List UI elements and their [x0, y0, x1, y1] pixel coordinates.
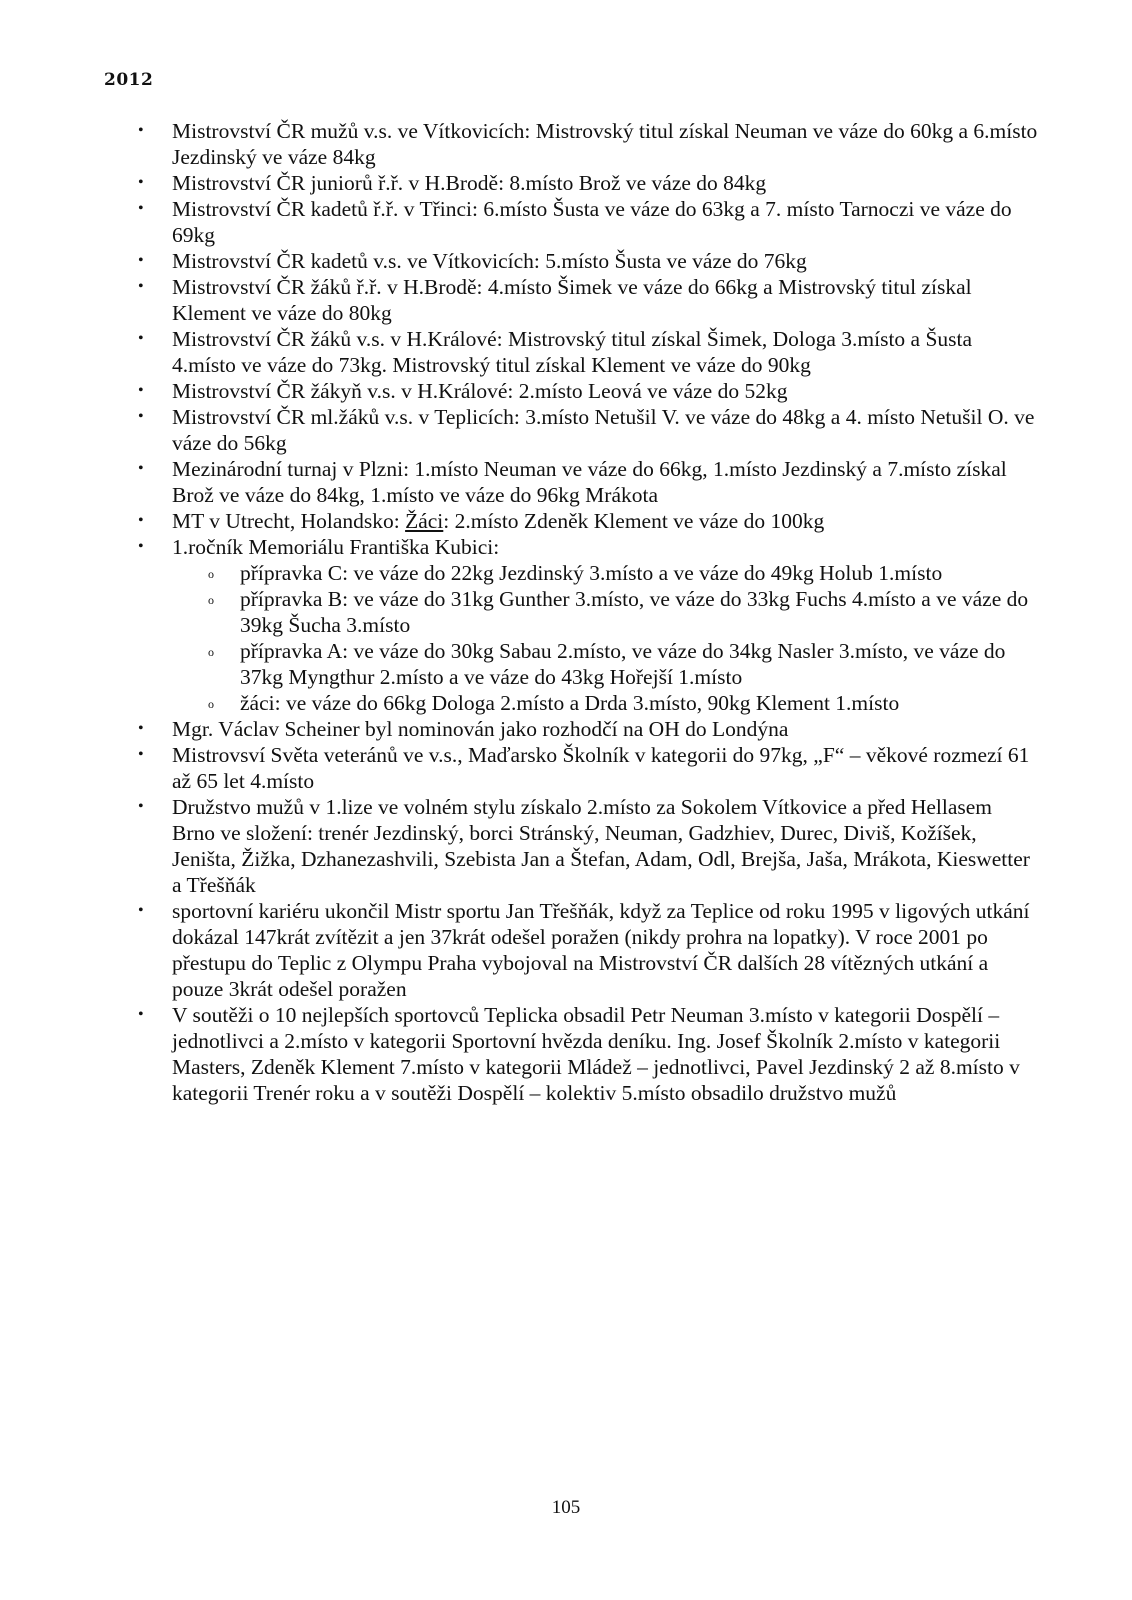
- list-item: [138, 248, 1038, 274]
- list-item: [138, 456, 1038, 508]
- bullet: •: [138, 122, 144, 139]
- sub-bullet: o: [208, 697, 214, 711]
- list-item: [138, 404, 1038, 456]
- item-text: Mistrovství ČR žáků v.s. v H.Králové: Mistrovský titul získal Šimek, Dologa 3.místo a Šusta 4.místo ve váze do 73kg. Mistrovský titul získal Klement ve váze do 90kg: [172, 327, 973, 377]
- list-item-mt-utrecht: [138, 508, 1038, 534]
- item-text: Mistrovsví Světa veteránů ve v.s., Maďarsko Školník v kategorii do 97kg, „F“ – věkové rozmezí 61 až 65 let 4.místo: [172, 743, 1030, 793]
- item-text: Mezinárodní turnaj v Plzni: 1.místo Neuman ve váze do 66kg, 1.místo Jezdinský a 7.místo získal Brož ve váze do 84kg, 1.místo ve váze do 96kg Mrákota: [172, 457, 1007, 507]
- item-text: Mistrovství ČR juniorů ř.ř. v H.Brodě: 8.místo Brož ve váze do 84kg: [172, 171, 767, 195]
- item-text: Mistrovství ČR kadetů ř.ř. v Třinci: 6.místo Šusta ve váze do 63kg a 7. místo Tarnoczi ve váze do 69kg: [172, 197, 1012, 247]
- list-item: [138, 274, 1038, 326]
- bullet: •: [138, 902, 144, 919]
- memorial-sublist: [172, 560, 1038, 716]
- bullet: •: [138, 330, 144, 347]
- sub-bullet: o: [208, 593, 214, 607]
- bullet: •: [138, 278, 144, 295]
- subitem-text: žáci: ve váze do 66kg Dologa 2.místo a Drda 3.místo, 90kg Klement 1.místo: [240, 691, 900, 715]
- subitem-text: přípravka C: ve váze do 22kg Jezdinský 3.místo a ve váze do 49kg Holub 1.místo: [240, 561, 943, 585]
- sub-bullet: o: [208, 567, 214, 581]
- list-item: [138, 742, 1038, 794]
- item-text: Mistrovství ČR žáků ř.ř. v H.Brodě: 4.místo Šimek ve váze do 66kg a Mistrovský titul získal Klement ve váze do 80kg: [172, 275, 972, 325]
- item-text: Mgr. Václav Scheiner byl nominován jako rozhodčí na OH do Londýna: [172, 717, 789, 741]
- bullet: •: [138, 174, 144, 191]
- sub-bullet: o: [208, 645, 214, 659]
- list-item: [138, 898, 1038, 1002]
- bullet: •: [138, 460, 144, 477]
- list-item: [138, 1002, 1038, 1106]
- list-item: [138, 716, 1038, 742]
- item-text-before: MT v Utrecht, Holandsko:: [172, 509, 406, 533]
- sublist-item: [172, 586, 1038, 638]
- sublist-item: [172, 690, 1038, 716]
- list-item: [138, 118, 1038, 170]
- memorial-title: 1.ročník Memoriálu Františka Kubici:: [172, 535, 500, 559]
- subitem-text: přípravka B: ve váze do 31kg Gunther 3.místo, ve váze do 33kg Fuchs 4.místo a ve váze do 39kg Šucha 3.místo: [240, 587, 1029, 637]
- item-text-after: : 2.místo Zdeněk Klement ve váze do 100kg: [443, 509, 825, 533]
- item-text: V soutěži o 10 nejlepších sportovců Teplicka obsadil Petr Neuman 3.místo v kategorii Dospělí – jednotlivci a 2.místo v kategorii Sportovní hvězda deníku. Ing. Josef Školník 2.místo v kategorii Masters, Zdeněk Klement 7.místo v kategorii Mládež – jednotlivci, Pavel Jezdinský 2 až 8.místo v kategorii Trenér roku a v soutěži Dospělí – kolektiv 5.místo obsadilo družstvo mužů: [172, 1003, 1020, 1105]
- list-item: [138, 196, 1038, 248]
- bullet: •: [138, 200, 144, 217]
- page-number: 105: [551, 1497, 581, 1518]
- bullet: •: [138, 252, 144, 269]
- bullet: •: [138, 538, 144, 555]
- list-item: [138, 378, 1038, 404]
- item-text: Mistrovství ČR ml.žáků v.s. v Teplicích: 3.místo Netušil V. ve váze do 48kg a 4. místo Netušil O. ve váze do 56kg: [172, 405, 1035, 455]
- page-heading: 2012: [104, 70, 154, 90]
- item-text: sportovní kariéru ukončil Mistr sportu Jan Třešňák, když za Teplice od roku 1995 v ligových utkání dokázal 147krát zvítězit a jen 37krát odešel poražen (nikdy prohra na lopatky). V roce 2001 po přestupu do Teplic z Olympu Praha vybojoval na Mistrovství ČR dalších 28 vítězných utkání a pouze 3krát odešel poražen: [172, 899, 1030, 1001]
- item-text: Mistrovství ČR kadetů v.s. ve Vítkovicích: 5.místo Šusta ve váze do 76kg: [172, 249, 807, 273]
- item-text: Mistrovství ČR žákyň v.s. v H.Králové: 2.místo Leová ve váze do 52kg: [172, 379, 788, 403]
- bullet: •: [138, 798, 144, 815]
- bullet: •: [138, 408, 144, 425]
- bullet: •: [138, 512, 144, 529]
- list-item: [138, 170, 1038, 196]
- bullet: •: [138, 746, 144, 763]
- underlined-category: Žáci: [405, 509, 444, 533]
- item-text: Družstvo mužů v 1.lize ve volném stylu získalo 2.místo za Sokolem Vítkovice a před Hellasem Brno ve složení: trenér Jezdinský, borci Stránský, Neuman, Gadzhiev, Durec, Diviš, Kožíšek, Jeništa, Žižka, Dzhanezashvili, Szebista Jan a Štefan, Adam, Odl, Brejša, Jaša, Mrákota, Kieswetter a Třešňák: [172, 795, 1030, 897]
- bullet: •: [138, 382, 144, 399]
- list-item: [138, 794, 1038, 898]
- sublist-item: [172, 560, 1038, 586]
- sublist-item: [172, 638, 1038, 690]
- bullet: •: [138, 720, 144, 737]
- item-text: Mistrovství ČR mužů v.s. ve Vítkovicích: Mistrovský titul získal Neuman ve váze do 60kg a 6.místo Jezdinský ve váze 84kg: [172, 119, 1038, 169]
- list-item-memorial: [138, 534, 1038, 716]
- bullet: •: [138, 1006, 144, 1023]
- list-item: [138, 326, 1038, 378]
- subitem-text: přípravka A: ve váze do 30kg Sabau 2.místo, ve váze do 34kg Nasler 3.místo, ve váze do 37kg Myngthur 2.místo a ve váze do 43kg Hořejší 1.místo: [240, 639, 1006, 689]
- results-list: [138, 118, 1038, 1106]
